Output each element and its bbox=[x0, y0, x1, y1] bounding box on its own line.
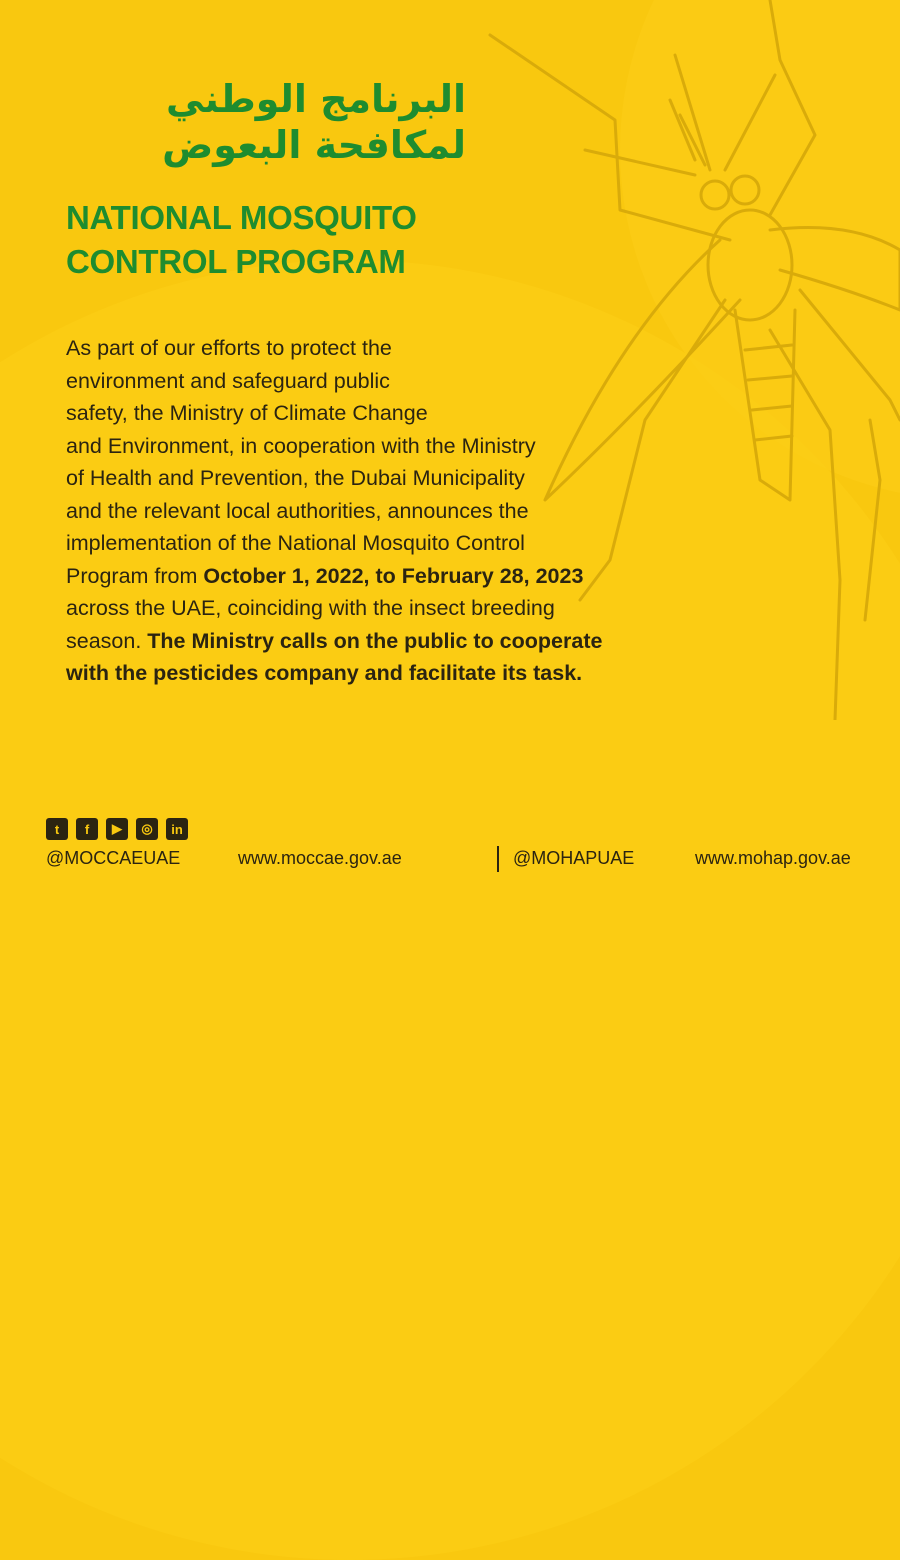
call-to-action: with the pesticides company and facilitate its task. bbox=[66, 661, 583, 685]
body-line: and the relevant local authorities, announces the bbox=[66, 498, 529, 523]
arabic-title-line-1: البرنامج الوطني bbox=[166, 77, 466, 121]
body-line bbox=[66, 657, 766, 690]
body-text: season. bbox=[66, 628, 148, 653]
instagram-icon[interactable]: ◎ bbox=[136, 818, 158, 840]
mohap-website-link[interactable]: www.mohap.gov.ae bbox=[695, 848, 851, 868]
body-line: implementation of the National Mosquito Control bbox=[66, 531, 525, 555]
linkedin-icon[interactable]: in bbox=[166, 818, 188, 840]
arabic-title-line-2: لمكافحة البعوض bbox=[162, 123, 466, 167]
moccae-handle[interactable]: @MOCCAEUAE bbox=[46, 848, 181, 868]
body-text: Program from bbox=[66, 563, 204, 588]
body-line bbox=[66, 625, 766, 658]
body-line: of Health and Prevention, the Dubai Municipality bbox=[66, 466, 525, 490]
arabic-title bbox=[66, 76, 466, 168]
footer-divider bbox=[497, 846, 499, 872]
body-line: across the UAE, coinciding with the insect breeding bbox=[66, 596, 555, 620]
announcement-body bbox=[66, 332, 766, 690]
body-line: and Environment, in cooperation with the Ministry bbox=[66, 433, 536, 458]
title-line-1: NATIONAL MOSQUITO bbox=[66, 199, 417, 236]
page-title bbox=[66, 196, 417, 284]
youtube-icon[interactable]: ▶ bbox=[106, 818, 128, 840]
moccae-website-link[interactable]: www.moccae.gov.ae bbox=[238, 848, 402, 868]
twitter-icon[interactable]: t bbox=[46, 818, 68, 840]
title-line-2: CONTROL PROGRAM bbox=[66, 243, 406, 280]
body-line bbox=[66, 560, 766, 593]
body-line: safety, the Ministry of Climate Change bbox=[66, 401, 428, 425]
program-dates: October 1, 2022, to February 28, 2023 bbox=[203, 563, 584, 588]
call-to-action: The Ministry calls on the public to cooperate bbox=[147, 628, 603, 653]
social-icons bbox=[46, 818, 188, 840]
body-line: As part of our efforts to protect the bbox=[66, 336, 392, 360]
body-line: environment and safeguard public bbox=[66, 368, 390, 393]
mohap-handle[interactable]: @MOHAPUAE bbox=[513, 848, 635, 868]
footer bbox=[0, 848, 900, 872]
facebook-icon[interactable]: f bbox=[76, 818, 98, 840]
